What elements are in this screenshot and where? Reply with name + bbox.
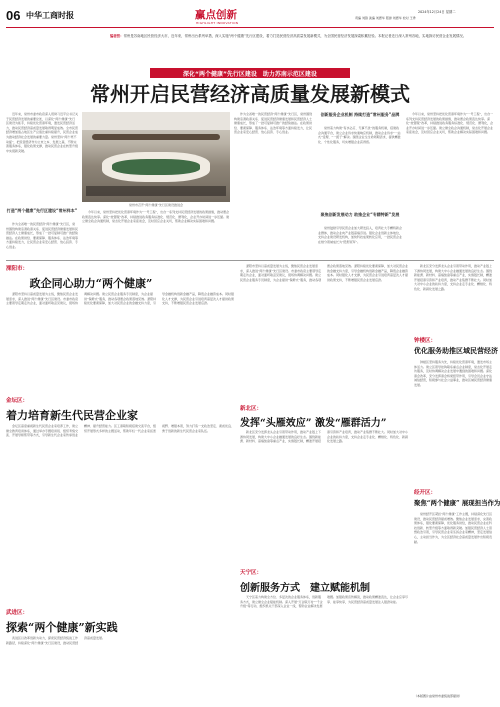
editor-info: 责编 刘锋 美编 刘德华 照排 刘德华 校对 王秀 — [355, 16, 416, 20]
section-location-zhonglou: 钟楼区： — [414, 338, 437, 344]
date: 2024年12月24日 星期二 — [418, 10, 456, 14]
lead-subhead: 打造“两个健康”先行区建设“常州样本” — [6, 208, 78, 213]
section-title-xinbei: 发挥“头雁效应” 激发“雁群活力” — [240, 418, 387, 429]
section-body-jingkai — [414, 512, 494, 692]
section-paragraph-jintan: 金坛区高度重视新生代民营企业家培养工作，建立健全教育培训体系，通过举办专题培训班、组织考察交流、开展导师帮带等方式，引导新生代企业家传承创业精神、提升经营能力。区工商联积极搭建交流平台，组织开展形式多样的主题活动，帮助年轻一代企业家拓宽视野、增强本领，努力打造一支政治坚定、素质优良、勇于创新的新生代民营企业家队伍。 — [6, 424, 235, 438]
headline: 常州开启民营经济高质量发展新模式 — [90, 82, 410, 106]
section-body-liyang — [6, 292, 236, 390]
right-paragraph-2: 常州鼓励引导民营企业加大研发投入，培育壮大专精特新企业群体，推动企业向产业链高端迈进。强化企业创新主体地位，支持企业建设研发机构，加快科技成果转化应用，一批民营企业在细分领域成长为“隐形冠军”。 — [318, 226, 402, 244]
far-right-paragraph: 今年以来，常州坚持把优化营商环境作为“一号工程”，出台一系列支持民营经济发展的政策措施，推动惠企政策直达快享。深化“放管服”改革，持续推进政务服务标准化、规范化、便利化，企业开办时间进一步压缩。建立健全政企沟通机制，常态化开展企业家座谈会，及时回应企业关切，帮助企业解决实际困难和问题。 — [406, 112, 494, 135]
section-paragraph-top-middle: 溧阳市坚持以高质量发展为主线，聚焦民营企业发展需求，深入推进“两个健康”先行区建设。市委市政府主要领导定期走访企业，面对面听取意见建议，现场协调解决问题。建立民营企业服务专员制度，为企业提供“保姆式”服务，推动各项惠企政策落地见效。溧阳持续优化要素保障，加大对民营企业的金融支持力度，引导金融机构创新金融产品，降低企业融资成本。同时强化人才支撑，为民营企业引进培育高层次人才提供政策支持，不断增强民营企业发展后劲。 — [240, 264, 409, 282]
footer-note: （本版图片由常州市委统战部提供） — [414, 694, 463, 698]
meeting-photo — [82, 112, 230, 202]
section-location-liyang: 溧阳市： — [6, 266, 29, 272]
kicker: 深化“两个健康”先行区建设 助力苏南示范区建设 — [183, 71, 317, 78]
masthead-rule — [6, 27, 494, 28]
section-location-xinbei: 新北区： — [240, 406, 263, 412]
section-body-top-middle — [240, 264, 410, 398]
section-body-jintan — [6, 424, 236, 600]
section-paragraph-top-right: 新北区充分发挥龙头企业引领带动作用，推动产业链上下游协同发展，构建大中小企业融通发展的良好生态。围绕新能源、新材料、高端装备等重点产业，实施链长制，精准开展招商引资和产业培育，推动产业集群不断壮大。同时加大对中小企业的扶持力度，支持企业走专业化、精细化、特色化、新颖化发展之路。 — [414, 264, 493, 291]
section-divider — [6, 260, 494, 261]
far-right-text — [406, 112, 494, 258]
section-paragraph-jingkai: 常州经开区紧扣“两个健康”工作主题，持续深化先行区建设，推动民营经济提质增效。聚焦企业发展需求，完善政策体系，强化要素保障，优化服务供给，推动民营企业在科技创新、转型升级等方面取得新突破。加强民营经济人士思想政治引领，引导民营企业家弘扬企业家精神，坚定发展信心，主动担当作为，为全区经济社会高质量发展作出积极贡献。 — [414, 512, 493, 544]
section-title-zhonglou: 优化服务助推区域民营经济 — [414, 346, 498, 355]
section-title-tianning: 创新服务方式 建立赋能机制 — [240, 583, 370, 594]
paper-name: 中华工商时报 — [26, 10, 74, 20]
page-number: 06 — [6, 8, 21, 23]
right-body-2 — [318, 226, 402, 258]
lead-paragraph-3: 今年以来，常州坚持把优化营商环境作为“一号工程”，出台一系列支持民营经济发展的政策措施，推动惠企政策直达快享。深化“放管服”改革，持续推进政务服务标准化、规范化、便利化，企业开办时间进一步压缩。建立健全政企沟通机制，常态化开展企业家座谈会，及时回应企业关切，帮助企业解决实际困难和问题。 — [82, 210, 230, 224]
section-name-en: HIGHLIGHT INNOVATION — [196, 21, 239, 25]
editor-note-text: 常州是苏南地区民营经济大市，近年来，常州出台系列举措，深入实施“两个健康”先行区建设，着力打造民营经济高质量发展新模式，为全国民营经济发展探索积累经验。本报记者近日深入常州各地，实地探访民营企业发展情况。 — [123, 34, 467, 38]
section-location-jingkai: 经开区： — [414, 490, 437, 496]
section-paragraph-wujin: 武进区以改革创新为动力，探索民营经济统战工作新路径，持续深化“两个健康”先行区建设，推动民营经济高质量发展。 — [6, 636, 106, 645]
section-body-tianning — [240, 595, 410, 701]
section-paragraph-xinbei: 新北区充分发挥龙头企业引领带动作用，推动产业链上下游协同发展，构建大中小企业融通发展的良好生态。围绕新能源、新材料、高端装备等重点产业，实施链长制，精准开展招商引资和产业培育，推动产业集群不断壮大。同时加大对中小企业的扶持力度，支持企业走专业化、精细化、特色化、新颖化发展之路。 — [240, 430, 409, 444]
right-subhead-2: 聚焦创新发展动力 助推企业“专精特新”发展 — [320, 212, 400, 217]
section-location-wujin: 武进区： — [6, 610, 29, 616]
lead-paragraph-2: 作为全省唯一的民营经济“两个健康”先行区，常州围绕构建亲清政商关系、促进民营经济健康发展和民营经济人士健康成长，形成了一批可复制可推广的经验做法。在政策供给、要素保障、服务体系、法治环境等方面持续发力，让民营企业家安心经营、放心投资、专心创业。 — [6, 222, 78, 249]
middle-column-text — [234, 112, 314, 258]
right-subhead-1: 创新服务企业机制 持续打造“常州服务”品牌 — [320, 112, 400, 117]
section-paragraph-tianning: 天宁区着力构建全方位、多层次的企业服务体系，创新服务方式，建立健全企业赋能机制。深入开展“万企联万村”“千企升级”等行动，组织机关干部深入企业一线，帮助企业解决发展难题。加强政策宣传解读，推动政策精准直达，让企业应享尽享、能享快享，为民营经济高质量发展注入强劲动能。 — [240, 595, 409, 609]
lead-body — [6, 112, 78, 206]
section-body-zhonglou — [414, 360, 494, 484]
lead-paragraph: 近年来，常州市委市政府深入贯彻习近平总书记关于民营经济发展的重要论述，以深化“两个健康”先行区建设为抓手，持续优化营商环境，激发民营经济活力，推动民营经济高质量发展取得明显成效。全市民营经济增加值占地区生产总值比重持续提升，民营企业成为推动经济社会发展的重要力量。常州坚持“两个毫不动摇”，把民营经济作为立市之本、发展之基，不断完善服务体系，强化政策支撑，推动民营企业在转型升级中实现新突破。 — [6, 112, 78, 153]
section-location-tianning: 天宁区： — [240, 570, 263, 576]
right-paragraph-1: 常州着力构建“有求必应、无事不扰”的服务机制，搭建政企沟通平台，建立企业诉求快速响应机制，推动企业诉求“一站式”受理、“一揽子”解决。围绕企业全生命周期需求，提供精准化、个性化服务，切实增强企业获得感。 — [318, 126, 401, 144]
section-title-liyang: 政企同心助力“两个健康” — [29, 277, 153, 290]
section-title-wujin: 探索“两个健康”新实践 — [6, 621, 118, 634]
section-paragraph-liyang: 溧阳市坚持以高质量发展为主线，聚焦民营企业发展需求，深入推进“两个健康”先行区建设。市委市政府主要领导定期走访企业，面对面听取意见建议，现场协调解决问题。建立民营企业服务专员制度，为企业提供“保姆式”服务，推动各项惠企政策落地见效。溧阳持续优化要素保障，加大对民营企业的金融支持力度，引导金融机构创新金融产品，降低企业融资成本。同时强化人才支撑，为民营企业引进培育高层次人才提供政策支持，不断增强民营企业发展后劲。 — [6, 292, 235, 306]
photo-caption: 常州市召开“两个健康”先行区建设推进会 — [128, 203, 184, 207]
section-paragraph-zhonglou: 钟楼区坚持服务为先，持续优化营商环境，激发市场主体活力。建立区领导挂钩联系重点企业制度，常态化开展走访服务，及时协调解决企业发展中遇到的困难和问题。深化商会改革，充分发挥商会桥梁纽带作用，引导会员企业守法诚信经营，积极参与社会公益事业，推动区域民营经济健康发展。 — [414, 360, 493, 387]
editor-note-label: 编者按： — [110, 34, 124, 38]
middle-paragraph: 作为全省唯一的民营经济“两个健康”先行区，常州围绕构建亲清政商关系、促进民营经济健康发展和民营经济人士健康成长，形成了一批可复制可推广的经验做法。在政策供给、要素保障、服务体系、法治环境等方面持续发力，让民营企业家安心经营、放心投资、专心创业。 — [234, 112, 313, 135]
section-location-jintan: 金坛区： — [6, 398, 29, 404]
editor-note — [110, 34, 490, 64]
section-name: 赢点创新 — [195, 9, 237, 21]
section-body-top-right — [414, 264, 494, 332]
section-body-wujin — [6, 636, 236, 700]
lead-body-3 — [82, 210, 230, 258]
section-body-xinbei — [240, 430, 410, 564]
section-title-jintan: 着力培育新生代民营企业家 — [6, 409, 138, 422]
right-body-1 — [318, 126, 402, 210]
section-title-jingkai: 聚焦“两个健康” 展现担当作为 — [414, 499, 500, 507]
